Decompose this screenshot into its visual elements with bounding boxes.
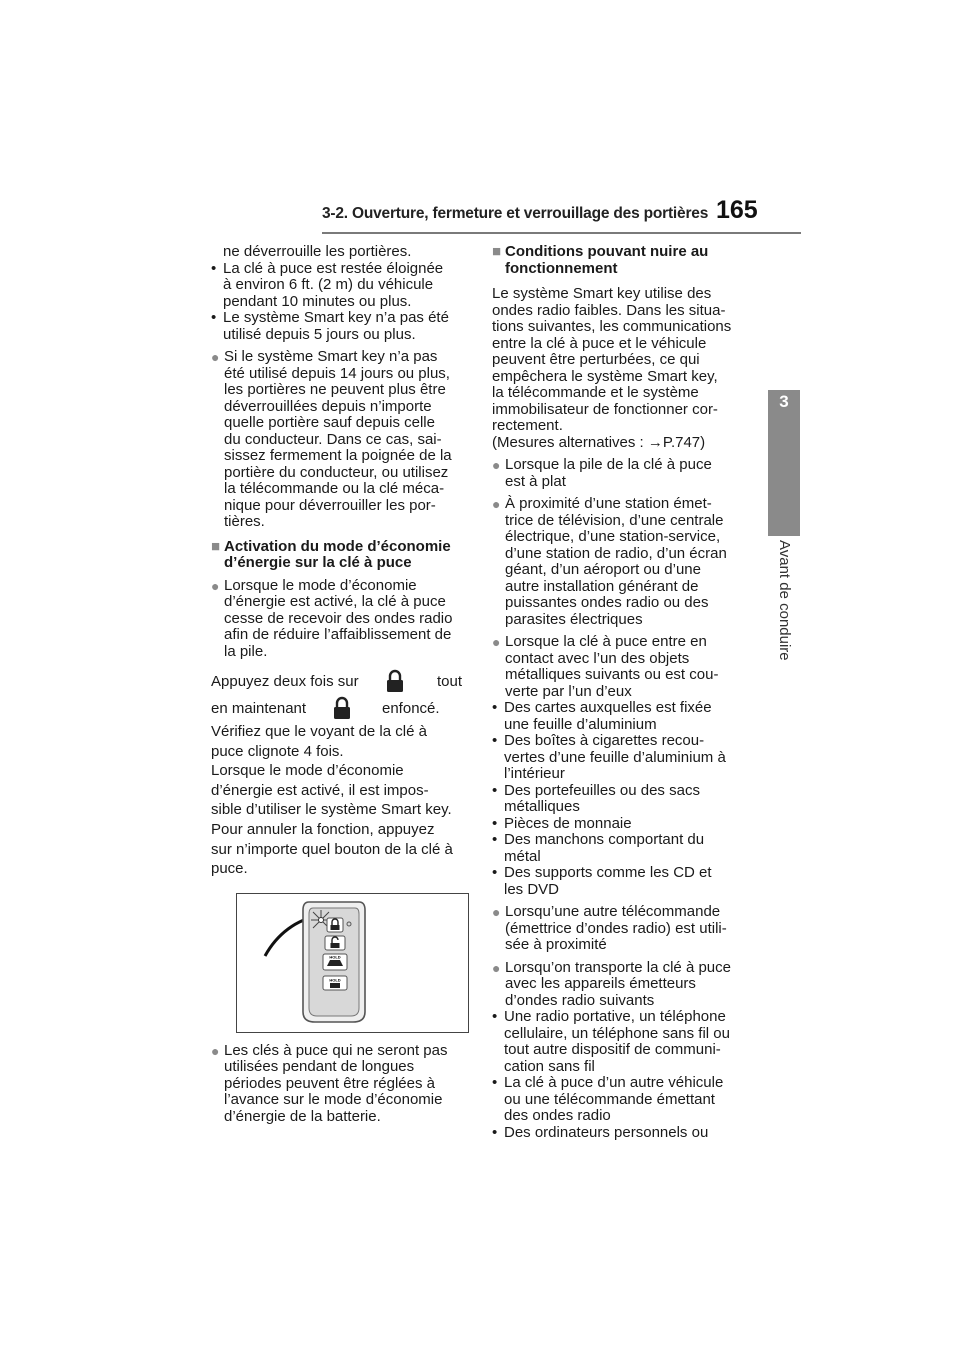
dash-item	[492, 783, 754, 816]
bullet-marker: ●	[492, 959, 501, 976]
line: Lorsque la pile de la clé à puce	[505, 456, 712, 473]
line: Pour annuler la fonction, appuyez	[211, 820, 435, 838]
dash-item	[492, 865, 754, 898]
bullet-marker: ●	[211, 1042, 220, 1059]
line: afin de réduire l’affaiblissement de	[224, 626, 452, 643]
line: la pile.	[224, 642, 268, 660]
bullet-item	[492, 496, 754, 628]
dash-marker: •	[492, 831, 498, 848]
line: autre installation générant de	[505, 577, 699, 595]
line: l’intérieur	[504, 765, 565, 782]
line: La clé à puce d’un autre véhicule	[504, 1074, 724, 1091]
line: Le système Smart key n’a pas été	[223, 309, 449, 326]
line: puissantes ondes radio ou des	[505, 594, 709, 611]
right-column	[492, 244, 754, 1141]
dash-marker: •	[211, 309, 217, 326]
line: du conducteur. Dans ce cas, sai-	[224, 430, 442, 448]
bullet-item	[492, 457, 754, 490]
line: Des cartes auxquelles est fixée	[504, 699, 712, 716]
panic-icon	[330, 983, 340, 988]
line: Lorsqu’une autre télécommande	[505, 903, 721, 920]
cross-reference: (Mesures alternatives : →P.747)	[492, 433, 706, 451]
line: avec les appareils émetteurs	[505, 975, 696, 992]
line: tions suivantes, les communications	[492, 318, 732, 335]
instruction-paragraph	[211, 722, 469, 879]
dash-marker: •	[492, 1008, 498, 1025]
dash-marker: •	[492, 781, 498, 799]
line: peuvent être perturbées, ce qui	[492, 351, 700, 368]
dash-item	[492, 733, 754, 783]
line: sissez fermement la poignée de la	[224, 447, 452, 464]
line: immobilisateur de fonctionner cor-	[492, 400, 718, 418]
bullet-item	[492, 960, 754, 1010]
line: à environ 6 ft. (2 m) du véhicule	[223, 276, 434, 293]
left-column	[211, 244, 469, 1125]
bullet-marker: ●	[492, 634, 501, 650]
instruction-text: en maintenant	[211, 700, 307, 717]
dash-marker: •	[211, 259, 217, 277]
section-heading	[211, 539, 469, 572]
line: puce.	[211, 860, 248, 878]
line: puce clignote 4 fois.	[211, 742, 344, 760]
line: été utilisé depuis 14 jours ou plus,	[224, 364, 450, 382]
line: l’avance sur le mode d’économie	[224, 1091, 443, 1109]
square-marker: ■	[211, 537, 221, 555]
intro-paragraph	[492, 286, 754, 451]
dash-item	[492, 1009, 754, 1075]
line: une feuille d’aluminium	[504, 715, 657, 733]
chapter-tab-number: 3	[779, 392, 789, 411]
line: (émettrice d’ondes radio) est utili-	[505, 919, 727, 937]
line: parasites électriques	[505, 610, 643, 628]
line: d’énergie est activé, il est impos-	[211, 781, 429, 799]
line: portière du conducteur, ou utilisez	[224, 463, 449, 481]
dash-item	[211, 261, 469, 311]
instruction-text: enfoncé.	[382, 700, 440, 717]
line: Lorsque le mode d’économie	[224, 576, 417, 594]
line: les DVD	[504, 880, 560, 898]
section-heading	[492, 244, 754, 277]
line: Des manchons comportant du	[504, 831, 705, 848]
line: Lorsqu’on transporte la clé à puce	[505, 958, 731, 976]
dash-item	[492, 816, 754, 833]
line: périodes peuvent être réglées à	[224, 1074, 435, 1092]
line: Conditions pouvant nuire au	[505, 243, 709, 260]
line: ou une télécommande émettant	[504, 1090, 715, 1108]
line: la télécommande et le système	[492, 384, 699, 401]
running-header: 3-2. Ouverture, fermeture et verrouillage des portières	[322, 205, 709, 222]
line: fonctionnement	[505, 259, 618, 277]
bullet-marker: ●	[211, 577, 220, 594]
line: Activation du mode d’économie	[224, 537, 451, 555]
line: d’énergie sur la clé à puce	[224, 554, 412, 571]
bullet-marker: ●	[492, 496, 501, 512]
line: cation sans fil	[504, 1057, 595, 1075]
line: cellulaire, un téléphone sans fil ou	[504, 1024, 730, 1042]
line: vertes d’une feuille d’aluminium à	[504, 748, 726, 766]
dash-marker: •	[492, 814, 498, 832]
line: rectement.	[492, 417, 563, 434]
line: d’une station de radio, d’un écran	[505, 544, 727, 562]
lock-button-icon	[384, 668, 406, 694]
line: À proximité d’une station émet-	[505, 495, 712, 512]
line: entre la clé à puce et le véhicule	[492, 334, 707, 352]
line: ondes radio faibles. Dans les situa-	[492, 301, 726, 319]
line: des ondes radio	[504, 1107, 611, 1124]
line: tières.	[224, 513, 265, 530]
line: métalliques	[504, 798, 580, 815]
line: cesse de recevoir des ondes radio	[224, 609, 453, 627]
instruction-line	[211, 695, 469, 722]
line: Le système Smart key utilise des	[492, 285, 712, 302]
line: Si le système Smart key n’a pas	[224, 348, 438, 365]
line: Lorsque la clé à puce entre en	[505, 633, 707, 650]
bullet-item	[492, 634, 754, 700]
instruction-line	[211, 668, 469, 695]
line: Pièces de monnaie	[504, 814, 632, 832]
dash-marker: •	[492, 1074, 498, 1091]
instruction-text: tout	[437, 673, 463, 690]
bullet-marker: ●	[492, 904, 501, 920]
line: Des portefeuilles ou des sacs	[504, 781, 700, 799]
dash-marker: •	[492, 1123, 498, 1141]
line: sible d’utiliser le système Smart key.	[211, 801, 452, 819]
line: La clé à puce est restée éloignée	[223, 259, 444, 277]
line: contact avec l’un des objets	[505, 649, 690, 667]
line: électrique, d’une station-service,	[505, 528, 721, 545]
line: utilisées pendant de longues	[224, 1058, 415, 1076]
key-hold-text: HOLD	[329, 954, 341, 960]
dash-item	[492, 700, 754, 733]
line: Lorsque le mode d’économie	[211, 762, 404, 780]
chapter-tab-label: Avant de conduire	[776, 540, 793, 661]
line: d’énergie est activé, la clé à puce	[224, 593, 446, 610]
bullet-item	[211, 1043, 469, 1126]
header-rule	[322, 232, 801, 234]
line: Les clés à puce qui ne seront pas	[224, 1041, 448, 1059]
line: les portières ne peuvent plus être	[224, 381, 446, 398]
line: d’énergie de la batterie.	[224, 1107, 381, 1125]
key-hold-text: HOLD	[329, 977, 341, 983]
line: quelle portière sauf depuis celle	[224, 414, 435, 431]
line: verte par l’un d’eux	[505, 682, 632, 700]
dash-item	[492, 832, 754, 865]
bullet-item	[211, 349, 469, 531]
line: déverrouillées depuis n’importe	[224, 397, 432, 415]
line: sée à proximité	[505, 936, 607, 953]
bullet-item	[492, 904, 754, 954]
line: Des boîtes à cigarettes recou-	[504, 732, 705, 749]
continued-line: ne déverrouille les portières.	[223, 243, 412, 260]
smart-key-illustration	[236, 893, 469, 1033]
line: Des ordinateurs personnels ou	[504, 1123, 709, 1141]
line: tout autre dispositif de communi-	[504, 1041, 721, 1058]
line: Une radio portative, un téléphone	[504, 1008, 726, 1025]
dash-item	[492, 1075, 754, 1125]
line: géant, d’un aéroport ou d’une	[505, 561, 701, 578]
lock-button-icon	[331, 695, 353, 721]
indicator-light	[319, 917, 324, 922]
line: Vérifiez que le voyant de la clé à	[211, 723, 427, 740]
line: empêchera le système Smart key,	[492, 367, 718, 385]
dash-marker: •	[492, 864, 498, 881]
dash-item	[492, 1125, 754, 1142]
dash-item	[211, 310, 469, 343]
line: sur n’importe quel bouton de la clé à	[211, 840, 453, 858]
line: est à plat	[505, 472, 566, 490]
line: métal	[504, 847, 541, 865]
line: utilisé depuis 5 jours ou plus.	[223, 325, 416, 343]
instruction-text: Appuyez deux fois sur	[211, 673, 359, 690]
line: pendant 10 minutes ou plus.	[223, 292, 412, 310]
page-number: 165	[716, 196, 758, 224]
smart-key-figure	[237, 894, 468, 1032]
dash-marker: •	[492, 732, 498, 749]
line: d’ondes radio suivants	[505, 991, 655, 1009]
line: la télécommande ou la clé méca-	[224, 480, 445, 497]
line: métalliques suivants ou est cou-	[505, 666, 719, 683]
square-marker: ■	[492, 243, 502, 260]
bullet-marker: ●	[492, 457, 501, 473]
line: nique pour déverrouiller les por-	[224, 496, 436, 514]
dash-marker: •	[492, 699, 498, 716]
line: trice de télévision, d’une centrale	[505, 511, 724, 529]
bullet-marker: ●	[211, 349, 220, 365]
line: Des supports comme les CD et	[504, 864, 712, 881]
bullet-item	[211, 578, 469, 661]
